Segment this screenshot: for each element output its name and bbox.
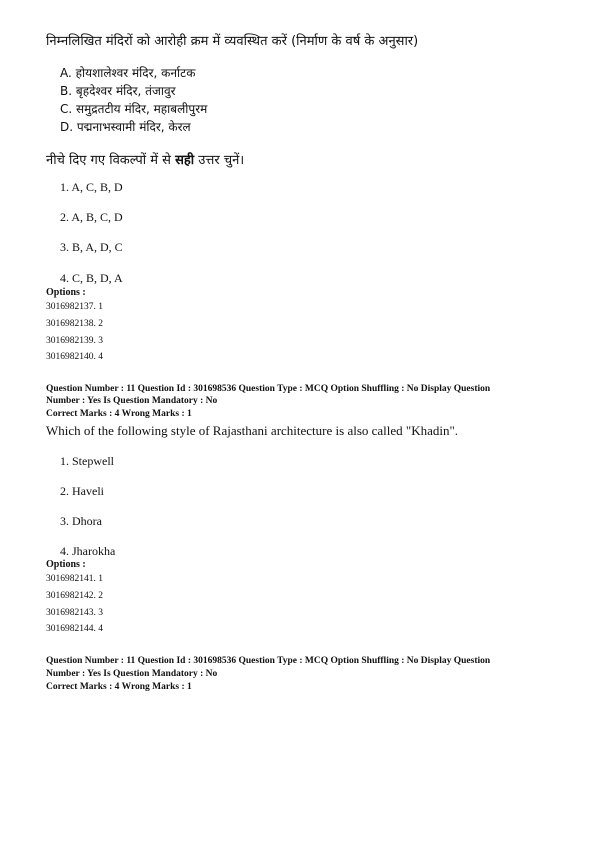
question-1-instruction	[46, 150, 244, 168]
q1-option-id-1: 3016982137. 1	[46, 302, 103, 312]
instruction-post: उत्तर चुनें।	[194, 153, 245, 168]
q2-choice-4[interactable]: 4. Jharokha	[60, 544, 116, 558]
q2-option-id-4: 3016982144. 4	[46, 624, 103, 634]
q1-options-label: Options :	[46, 287, 86, 298]
statement-d: D. पद्मनाभस्वामी मंदिर, केरल	[60, 120, 191, 134]
q1-option-id-4: 3016982140. 4	[46, 352, 103, 362]
instruction-bold: सही	[175, 153, 195, 168]
statement-a: A. होयशालेश्वर मंदिर, कर्नाटक	[60, 66, 196, 80]
q3-meta-line-2: Number : Yes Is Question Mandatory : No	[46, 669, 218, 679]
q2-option-id-1: 3016982141. 1	[46, 574, 103, 584]
q2-choice-1[interactable]: 1. Stepwell	[60, 454, 114, 468]
q3-meta-line-1: Question Number : 11 Question Id : 301698536 Question Type : MCQ Option Shuffling : No Display Question	[46, 656, 491, 666]
q2-choice-3[interactable]: 3. Dhora	[60, 514, 102, 528]
q1-option-id-3: 3016982139. 3	[46, 336, 103, 346]
question-2-text: Which of the following style of Rajasthani architecture is also called "Khadin".	[46, 423, 459, 438]
q2-options-label: Options :	[46, 559, 86, 570]
q1-option-id-2: 3016982138. 2	[46, 319, 103, 329]
q1-choice-3[interactable]: 3. B, A, D, C	[60, 240, 123, 254]
q2-choice-2[interactable]: 2. Haveli	[60, 484, 104, 498]
instruction-pre: नीचे दिए गए विकल्पों में से	[46, 153, 176, 168]
q2-option-id-3: 3016982143. 3	[46, 608, 103, 618]
q1-choice-2[interactable]: 2. A, B, C, D	[60, 210, 123, 224]
q2-option-id-2: 3016982142. 2	[46, 591, 103, 601]
question-1-text: निम्नलिखित मंदिरों को आरोही क्रम में व्यवस्थित करें (निर्माण के वर्ष के अनुसार)	[46, 34, 419, 49]
q3-meta-line-3: Correct Marks : 4 Wrong Marks : 1	[46, 682, 192, 692]
statement-b: B. बृहदेश्वर मंदिर, तंजावुर	[60, 84, 176, 98]
q1-choice-1[interactable]: 1. A, C, B, D	[60, 180, 123, 194]
statement-c: C. समुद्रतटीय मंदिर, महाबलीपुरम	[60, 102, 208, 116]
q1-choice-4[interactable]: 4. C, B, D, A	[60, 271, 123, 285]
q2-meta-line-3: Correct Marks : 4 Wrong Marks : 1	[46, 409, 192, 419]
q2-meta-line-2: Number : Yes Is Question Mandatory : No	[46, 396, 218, 406]
q2-meta-line-1: Question Number : 11 Question Id : 301698536 Question Type : MCQ Option Shuffling : No Display Question	[46, 384, 491, 394]
